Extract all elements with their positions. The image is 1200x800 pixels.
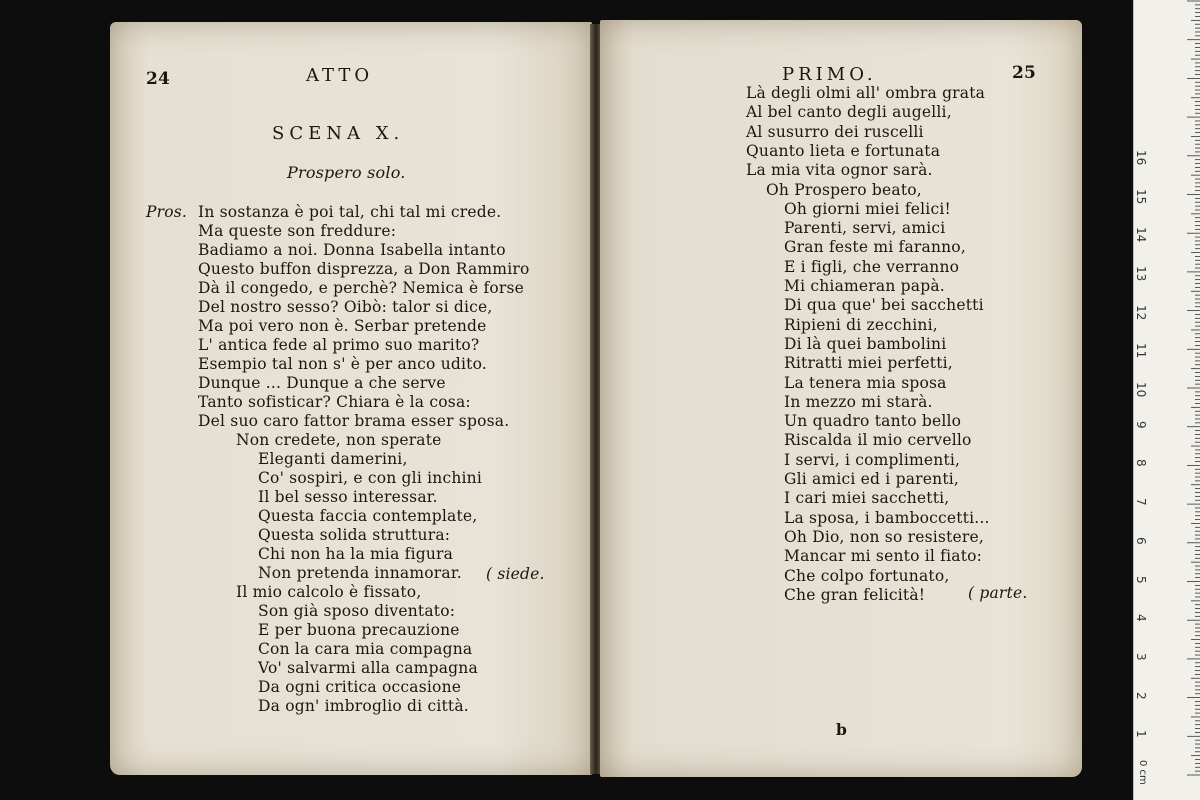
verse-line: I cari miei sacchetti,: [784, 489, 950, 508]
ruler-number: 13: [1134, 265, 1148, 282]
verse-line: Ritratti miei perfetti,: [784, 354, 953, 373]
verse-line: Co' sospiri, e con gli inchini: [258, 469, 483, 487]
verse-line: L' antica fede al primo suo marito?: [198, 336, 480, 354]
verse-line: Di là quei bambolini: [784, 334, 947, 353]
stage-direction-left: ( siede.: [486, 565, 545, 583]
verse-line: Chi non ha la mia figura: [258, 545, 454, 563]
verse-line: Badiamo a noi. Donna Isabella intanto: [198, 241, 506, 259]
page-number-left: 24: [146, 69, 171, 89]
verse-line: Un quadro tanto bello: [784, 412, 962, 431]
speaker-label: Pros.: [146, 203, 188, 221]
verse-line: Ma poi vero non è. Serbar pretende: [198, 317, 487, 335]
verse-line: Dà il congedo, e perchè? Nemica è forse: [198, 279, 525, 297]
verse-line: Non credete, non sperate: [236, 431, 442, 449]
verse-line: Questo buffon disprezza, a Don Rammiro: [198, 260, 530, 278]
verse-line: Tanto sofisticar? Chiara è la cosa:: [198, 393, 471, 411]
verse-line: E per buona precauzione: [258, 621, 460, 639]
verse-line: Questa solida struttura:: [258, 526, 451, 544]
right-page: [600, 20, 1082, 777]
verse-line: Di qua que' bei sacchetti: [784, 296, 984, 315]
verse-line: Oh Prospero beato,: [766, 180, 922, 199]
verse-line: Al susurro dei ruscelli: [746, 122, 924, 141]
verse-line: Del nostro sesso? Oibò: talor si dice,: [198, 298, 493, 316]
verse-line: Mi chiameran papà.: [784, 277, 945, 295]
scene-title: SCENA X.: [272, 123, 405, 144]
verse-line: Da ogni critica occasione: [258, 678, 462, 696]
verse-line: Che gran felicità!: [784, 585, 926, 604]
verse-line: Mancar mi sento il fiato:: [784, 547, 983, 566]
ruler-number: 3: [1134, 652, 1148, 661]
verse-line: Vo' salvarmi alla campagna: [258, 659, 478, 677]
verse-line: Gli amici ed i parenti,: [784, 470, 960, 488]
ruler-number: 10: [1134, 382, 1148, 398]
ruler-number: 16: [1134, 149, 1148, 166]
verse-line: La sposa, i bamboccetti...: [784, 508, 990, 527]
verse-line: Quanto lieta e fortunata: [746, 141, 941, 160]
verse-line: Che colpo fortunato,: [784, 566, 950, 585]
verse-line: La tenera mia sposa: [784, 373, 947, 392]
verse-line: Riscalda il mio cervello: [784, 431, 972, 450]
verse-line: Ripieni di zecchini,: [784, 315, 938, 334]
verse-line: Son già sposo diventato:: [258, 602, 456, 620]
verse-line: Questa faccia contemplate,: [258, 507, 478, 525]
scene-subtitle: Prospero solo.: [287, 163, 406, 182]
signature-mark: b: [836, 720, 848, 739]
verse-line: Oh giorni miei felici!: [784, 199, 951, 218]
verse-line: Con la cara mia compagna: [258, 640, 473, 658]
verse-line: In mezzo mi starà.: [784, 392, 933, 411]
left-page: [110, 22, 592, 775]
verse-line: Il bel sesso interessar.: [258, 488, 438, 506]
ruler-ticks: [1134, 0, 1200, 800]
verse-line: In sostanza è poi tal, chi tal mi crede.: [198, 203, 502, 221]
verse-line: Dunque ... Dunque a che serve: [198, 374, 446, 392]
verse-line: Non pretenda innamorar.: [258, 564, 462, 582]
verse-line: I servi, i complimenti,: [784, 450, 961, 469]
verse-line: Da ogn' imbroglio di città.: [258, 697, 469, 715]
stage-direction-right: ( parte.: [968, 584, 1028, 602]
ruler-number: 11: [1134, 343, 1148, 359]
ruler-number: 6: [1134, 536, 1148, 545]
verse-line: La mia vita ognor sarà.: [746, 161, 933, 180]
verse-line: E i figli, che verranno: [784, 257, 960, 276]
verse-line: Eleganti damerini,: [258, 450, 408, 468]
running-header-left: ATTO: [306, 65, 374, 86]
ruler-number: 1: [1134, 730, 1148, 738]
running-header-right: PRIMO.: [782, 64, 877, 85]
verse-line: Ma queste son freddure:: [198, 222, 397, 240]
verse-line: Esempio tal non s' è per anco udito.: [198, 355, 487, 373]
ruler-units-label: 0 cm: [1137, 760, 1148, 785]
ruler-number: 2: [1134, 691, 1148, 700]
ruler-number: 7: [1134, 498, 1148, 506]
ruler-number: 9: [1134, 420, 1148, 429]
ruler-number: 5: [1134, 575, 1148, 584]
verse-line: Al bel canto degli augelli,: [746, 103, 952, 122]
page-number-right: 25: [1012, 63, 1037, 83]
measurement-ruler: [1133, 0, 1200, 800]
verse-line: Il mio calcolo è fissato,: [236, 583, 422, 601]
ruler-number: 15: [1134, 188, 1148, 204]
verse-line: Del suo caro fattor brama esser sposa.: [198, 412, 510, 430]
verse-line: Oh Dio, non so resistere,: [784, 527, 984, 546]
verse-line: Gran feste mi faranno,: [784, 238, 966, 257]
ruler-number: 14: [1134, 227, 1148, 243]
ruler-number: 8: [1134, 459, 1148, 468]
ruler-number: 4: [1134, 614, 1148, 622]
verse-line: Parenti, servi, amici: [784, 219, 946, 238]
ruler-number: 12: [1134, 304, 1148, 320]
verse-line: Là degli olmi all' ombra grata: [746, 84, 986, 102]
